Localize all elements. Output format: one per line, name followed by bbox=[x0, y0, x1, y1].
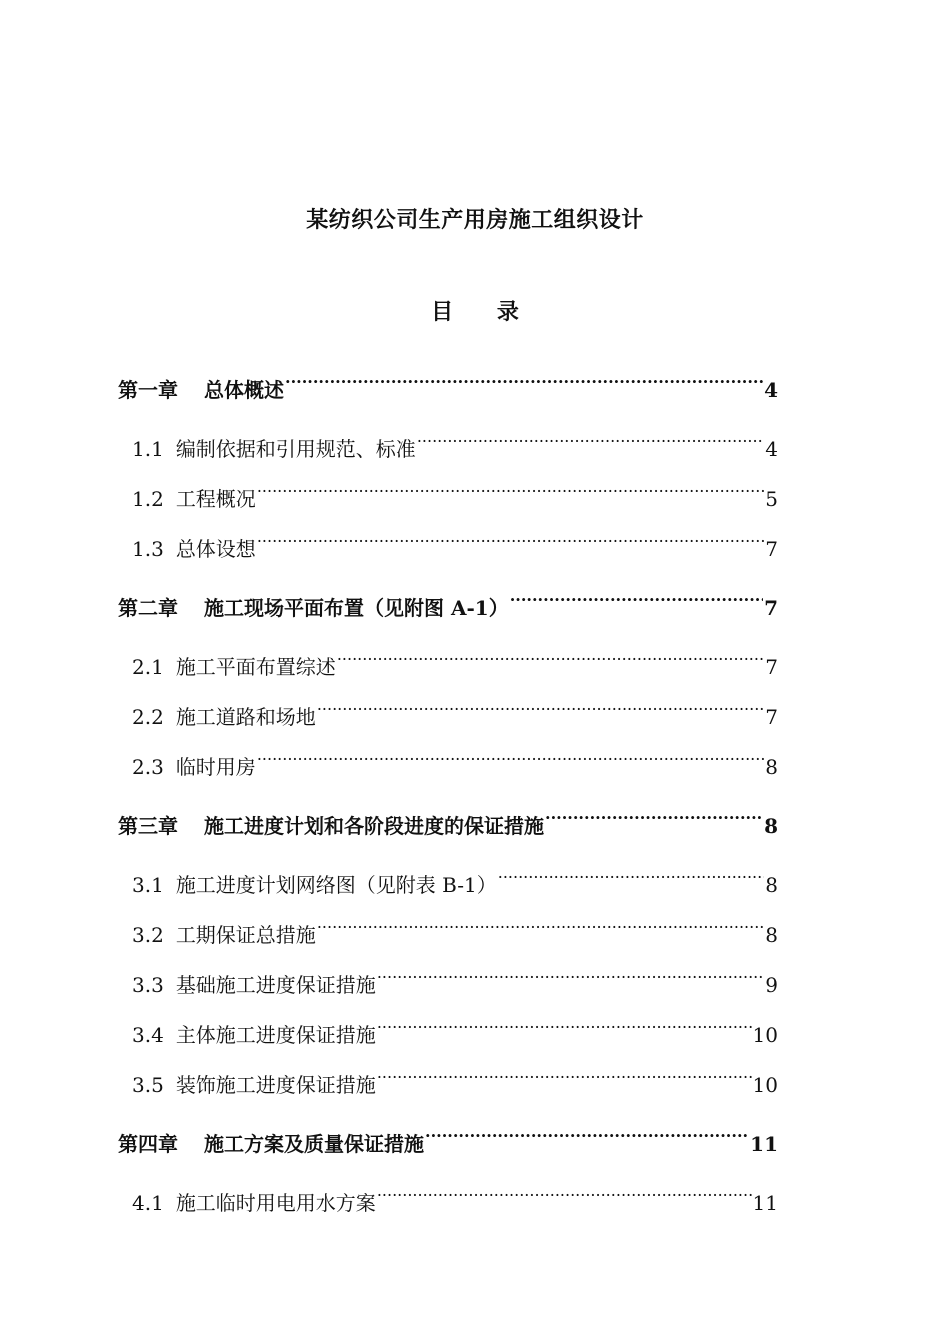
toc-dot-leader bbox=[377, 1180, 752, 1210]
toc-entry-title: 工程概况 bbox=[175, 487, 256, 511]
toc-chapter-entry[interactable] bbox=[118, 1121, 778, 1159]
toc-page-number: 11 bbox=[750, 1132, 778, 1156]
toc-dot-leader bbox=[317, 694, 764, 724]
toc-entry-number: 第二章 bbox=[118, 596, 178, 620]
toc-page-number: 4 bbox=[764, 378, 778, 402]
toc-section-entry[interactable] bbox=[132, 912, 778, 950]
toc-entry-number: 3.3 bbox=[132, 973, 164, 997]
toc-page-number: 7 bbox=[765, 705, 778, 729]
toc-dot-leader bbox=[417, 426, 764, 456]
toc-dot-leader bbox=[510, 585, 763, 615]
toc-section-entry[interactable] bbox=[132, 426, 778, 464]
toc-section-entry[interactable] bbox=[132, 744, 778, 782]
toc-section-entry[interactable] bbox=[132, 962, 778, 1000]
toc-entry-title: 施工临时用电用水方案 bbox=[175, 1191, 376, 1215]
toc-page-number: 8 bbox=[765, 873, 778, 897]
toc-entry-title: 施工平面布置综述 bbox=[175, 655, 336, 679]
toc-entry-number: 3.5 bbox=[132, 1073, 164, 1097]
toc-entry-number: 2.3 bbox=[132, 755, 164, 779]
toc-dot-leader bbox=[425, 1121, 749, 1151]
toc-dot-leader bbox=[498, 862, 765, 892]
toc-heading: 目 录 bbox=[431, 299, 537, 325]
toc-dot-leader bbox=[377, 1012, 752, 1042]
toc-page-number: 11 bbox=[752, 1191, 778, 1215]
toc-dot-leader bbox=[257, 476, 764, 506]
toc-dot-leader bbox=[257, 744, 764, 774]
toc-entry-title: 施工现场平面布置（见附图 A-1） bbox=[204, 596, 509, 620]
toc-entry-number: 4.1 bbox=[132, 1191, 164, 1215]
toc-section-entry[interactable] bbox=[132, 862, 778, 900]
toc-page-number: 10 bbox=[752, 1023, 778, 1047]
toc-page-number: 7 bbox=[765, 655, 778, 679]
toc-entry-number: 第一章 bbox=[118, 378, 178, 402]
toc-section-entry[interactable] bbox=[132, 1012, 778, 1050]
toc-entry-title: 总体设想 bbox=[175, 537, 256, 561]
toc-dot-leader bbox=[377, 1062, 752, 1092]
toc-entry-title: 工期保证总措施 bbox=[175, 923, 316, 947]
toc-section-entry[interactable] bbox=[132, 644, 778, 682]
toc-entry-title: 主体施工进度保证措施 bbox=[175, 1023, 376, 1047]
toc-page-number: 4 bbox=[765, 437, 778, 461]
toc-entry-title: 施工方案及质量保证措施 bbox=[204, 1132, 424, 1156]
toc-entry-number: 2.1 bbox=[132, 655, 164, 679]
toc-entry-number: 第四章 bbox=[118, 1132, 178, 1156]
toc-entry-number: 1.3 bbox=[132, 537, 164, 561]
toc-dot-leader bbox=[257, 526, 764, 556]
toc-entry-number: 1.2 bbox=[132, 487, 164, 511]
toc-entry-title: 编制依据和引用规范、标准 bbox=[175, 437, 416, 461]
toc-entry-title: 基础施工进度保证措施 bbox=[175, 973, 376, 997]
toc-section-entry[interactable] bbox=[132, 1062, 778, 1100]
toc-entry-number: 3.1 bbox=[132, 873, 164, 897]
toc-page-number: 8 bbox=[764, 814, 778, 838]
toc-entry-title: 施工道路和场地 bbox=[175, 705, 316, 729]
toc-dot-leader bbox=[545, 803, 763, 833]
toc-page-number: 10 bbox=[752, 1073, 778, 1097]
toc-dot-leader bbox=[317, 912, 764, 942]
toc-page-number: 7 bbox=[765, 537, 778, 561]
toc-page-number: 5 bbox=[765, 487, 778, 511]
toc-page-number: 9 bbox=[765, 973, 778, 997]
toc-chapter-entry[interactable] bbox=[118, 367, 778, 405]
toc-dot-leader bbox=[285, 367, 763, 397]
toc-section-entry[interactable] bbox=[132, 526, 778, 564]
toc-page-number: 8 bbox=[765, 755, 778, 779]
toc-dot-leader bbox=[377, 962, 764, 992]
toc-entry-title: 装饰施工进度保证措施 bbox=[175, 1073, 376, 1097]
toc-entry-title: 施工进度计划网络图（见附表 B-1） bbox=[175, 873, 497, 897]
toc-section-entry[interactable] bbox=[132, 694, 778, 732]
toc-entry-title: 总体概述 bbox=[204, 378, 284, 402]
toc-chapter-entry[interactable] bbox=[118, 585, 778, 623]
toc-entry-title: 临时用房 bbox=[175, 755, 256, 779]
toc-section-entry[interactable] bbox=[132, 1180, 778, 1218]
toc-section-entry[interactable] bbox=[132, 476, 778, 514]
toc-dot-leader bbox=[337, 644, 764, 674]
toc-chapter-entry[interactable] bbox=[118, 803, 778, 841]
toc-entry-number: 3.4 bbox=[132, 1023, 164, 1047]
toc-entry-number: 2.2 bbox=[132, 705, 164, 729]
toc-entry-number: 1.1 bbox=[132, 437, 164, 461]
document-title: 某纺织公司生产用房施工组织设计 bbox=[306, 207, 644, 233]
toc-entry-number: 第三章 bbox=[118, 814, 178, 838]
toc-page-number: 7 bbox=[764, 596, 778, 620]
toc-entry-number: 3.2 bbox=[132, 923, 164, 947]
toc-entry-title: 施工进度计划和各阶段进度的保证措施 bbox=[204, 814, 544, 838]
toc-page-number: 8 bbox=[765, 923, 778, 947]
